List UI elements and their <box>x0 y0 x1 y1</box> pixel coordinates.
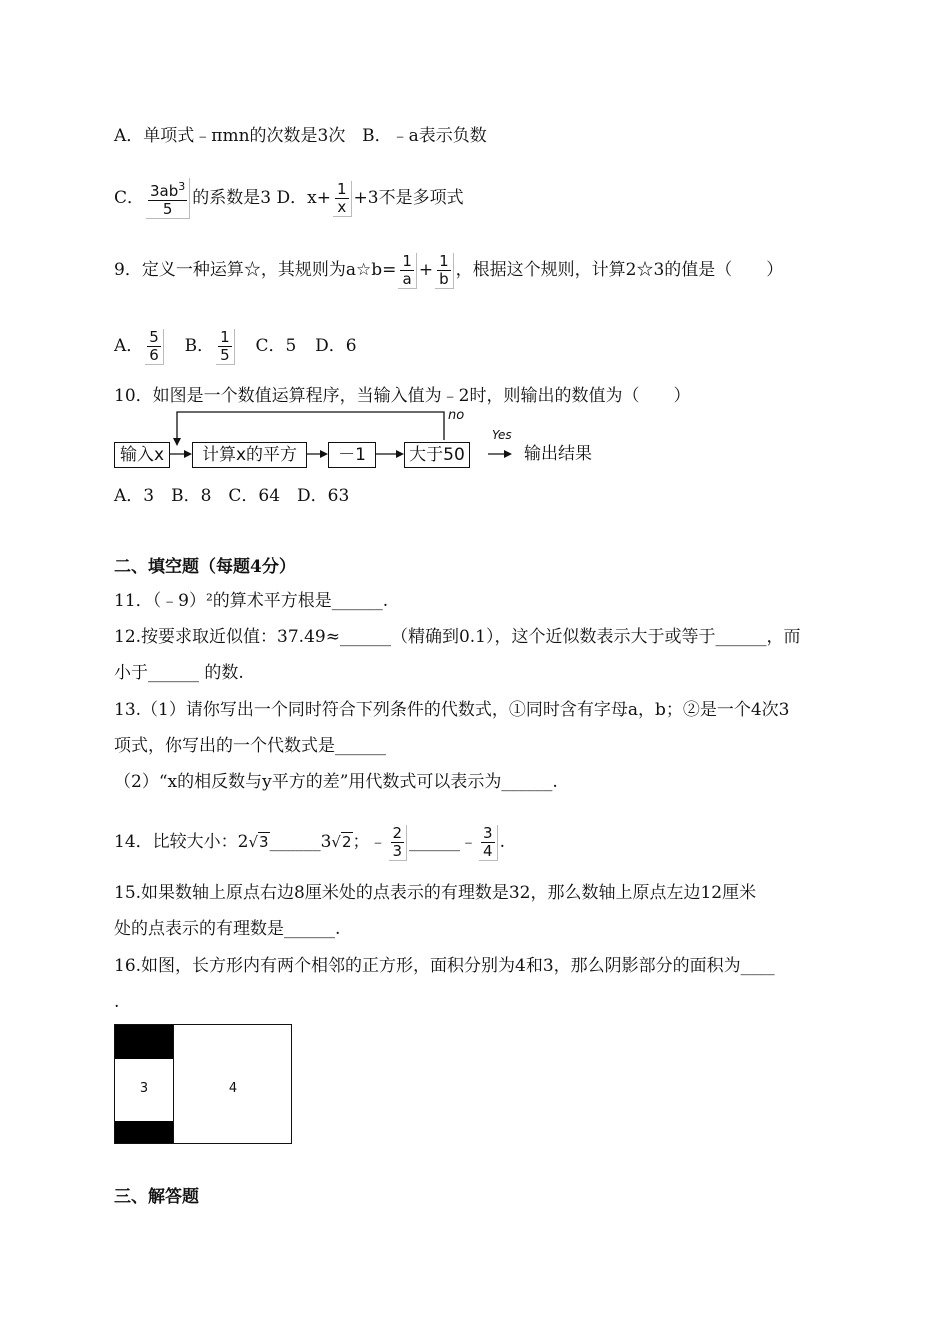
q8-option-d-text: +3不是多项式 <box>353 188 464 208</box>
q14-sqrt-2: √2 <box>331 833 352 851</box>
q9-f1-numerator: 1 <box>402 251 412 270</box>
q8-option-c-label: C． <box>114 188 145 208</box>
q8-c-denominator: 5 <box>162 200 173 218</box>
q9-b-denominator: 5 <box>220 345 230 364</box>
arrowhead-2 <box>320 450 328 458</box>
q9-fraction-1 <box>398 253 417 289</box>
big-square-label: 4 <box>228 1081 238 1096</box>
q14-f1-denominator: 3 <box>392 841 403 860</box>
q13-line-2: 项式，你写出的一个代数式是______ <box>114 736 386 756</box>
q13-line-3: （2）“x的相反数与y平方的差”用代数式可以表示为______. <box>114 772 558 792</box>
q9-option-b-fraction <box>216 329 235 365</box>
q8-option-a: A．单项式﹣πmn的次数是3次 <box>114 126 346 146</box>
q10-flowchart <box>112 408 604 468</box>
q9-a-numerator: 5 <box>149 327 159 346</box>
q8-row-cd <box>114 178 464 226</box>
q8-d-numerator: 1 <box>336 179 347 198</box>
q8-option-d-fraction <box>333 181 352 217</box>
q8-option-c-text: 的系数是3 <box>192 188 272 208</box>
q14-radicand-1: 3 <box>259 833 269 851</box>
q9-option-b-label: B． <box>184 336 215 356</box>
q9-option-a-label: A． <box>114 336 144 356</box>
q9-a-denominator: 6 <box>149 345 159 364</box>
q9-b-numerator: 1 <box>220 327 230 346</box>
arrowhead-4 <box>504 450 512 458</box>
flow-output-label: 输出结果 <box>524 444 592 464</box>
q14-text-mid-2: ；﹣ <box>352 832 387 852</box>
q12-line-1: 12.按要求取近似值：37.49≈______（精确到0.1），这个近似数表示大于或等于______，而 <box>114 627 801 647</box>
q8-c-numerator: 3ab <box>150 182 179 200</box>
q8-c-exponent: 3 <box>178 180 186 193</box>
q14 <box>114 822 505 866</box>
q15-line-2: 处的点表示的有理数是______. <box>114 919 341 939</box>
q9-f1-denominator: a <box>402 269 412 288</box>
q8-row-ab <box>114 124 487 148</box>
section-2-title: 二、填空题（每题4分） <box>114 557 296 577</box>
q12-line-2: 小于______ 的数. <box>114 663 244 683</box>
q8-option-c-fraction <box>146 178 190 219</box>
q14-text-pre: 14．比较大小：2 <box>114 832 249 852</box>
flow-yes-label: Yes <box>492 428 512 442</box>
q14-f1-numerator: 2 <box>392 823 403 842</box>
q9-stem <box>114 250 783 298</box>
q14-text-mid-3: ______﹣ <box>409 832 478 852</box>
q14-fraction-1 <box>389 825 408 861</box>
q9-text-post: ，根据这个规则，计算2☆3的值是（ ） <box>455 260 784 280</box>
q14-sqrt-1: √3 <box>248 833 269 851</box>
section-3-title: 三、解答题 <box>114 1187 199 1207</box>
q9-option-c: C．5 <box>255 336 297 356</box>
q14-f2-numerator: 3 <box>483 823 493 842</box>
flow-input-box: 输入x <box>114 442 170 468</box>
q11: 11．（﹣9）²的算术平方根是______. <box>114 591 389 611</box>
q14-text-post: . <box>499 832 505 852</box>
arrowhead-1 <box>184 450 192 458</box>
no-loop-line <box>177 412 444 442</box>
q9-option-d: D．6 <box>315 336 357 356</box>
q16-figure <box>114 1024 292 1144</box>
q8-option-b: B．﹣a表示负数 <box>362 126 487 146</box>
q14-text-mid-1: ______3 <box>269 832 332 852</box>
q9-f2-numerator: 1 <box>439 251 449 270</box>
arrowhead-3 <box>396 450 404 458</box>
shaded-top <box>115 1025 174 1059</box>
shaded-bottom <box>115 1121 174 1143</box>
no-loop-arrowhead <box>173 438 181 446</box>
q8-option-d-label: D．x+ <box>276 188 331 208</box>
q14-radicand-2: 2 <box>341 833 352 851</box>
q9-fraction-2 <box>435 253 454 289</box>
q14-fraction-2 <box>479 825 498 861</box>
flow-square-box: 计算x的平方 <box>192 442 307 468</box>
q9-option-a-fraction <box>145 329 164 365</box>
q9-plus: + <box>418 260 434 280</box>
q13-line-1: 13.（1）请你写出一个同时符合下列条件的代数式，①同时含有字母a，b；②是一个4次3 <box>114 700 790 720</box>
small-square-label: 3 <box>139 1081 149 1096</box>
big-square-divider <box>173 1025 174 1143</box>
q14-f2-denominator: 4 <box>483 841 493 860</box>
q16-line-2: . <box>114 992 120 1012</box>
flow-no-label: no <box>448 408 465 423</box>
q10-options: A．3 B．8 C．64 D．63 <box>114 486 350 506</box>
flow-compare-box: 大于50 <box>404 442 470 468</box>
q10-stem: 10．如图是一个数值运算程序，当输入值为﹣2时，则输出的数值为（ ） <box>114 386 691 406</box>
q8-d-denominator: x <box>337 197 347 216</box>
q9-options <box>114 326 357 370</box>
q16-line-1: 16.如图，长方形内有两个相邻的正方形，面积分别为4和3，那么阴影部分的面积为____ <box>114 956 775 976</box>
q9-f2-denominator: b <box>439 269 449 288</box>
q9-text-pre: 9．定义一种运算☆，其规则为a☆b= <box>114 260 397 280</box>
flow-minus-box: －1 <box>328 442 376 468</box>
q15-line-1: 15.如果数轴上原点右边8厘米处的点表示的有理数是32，那么数轴上原点左边12厘米 <box>114 883 757 903</box>
